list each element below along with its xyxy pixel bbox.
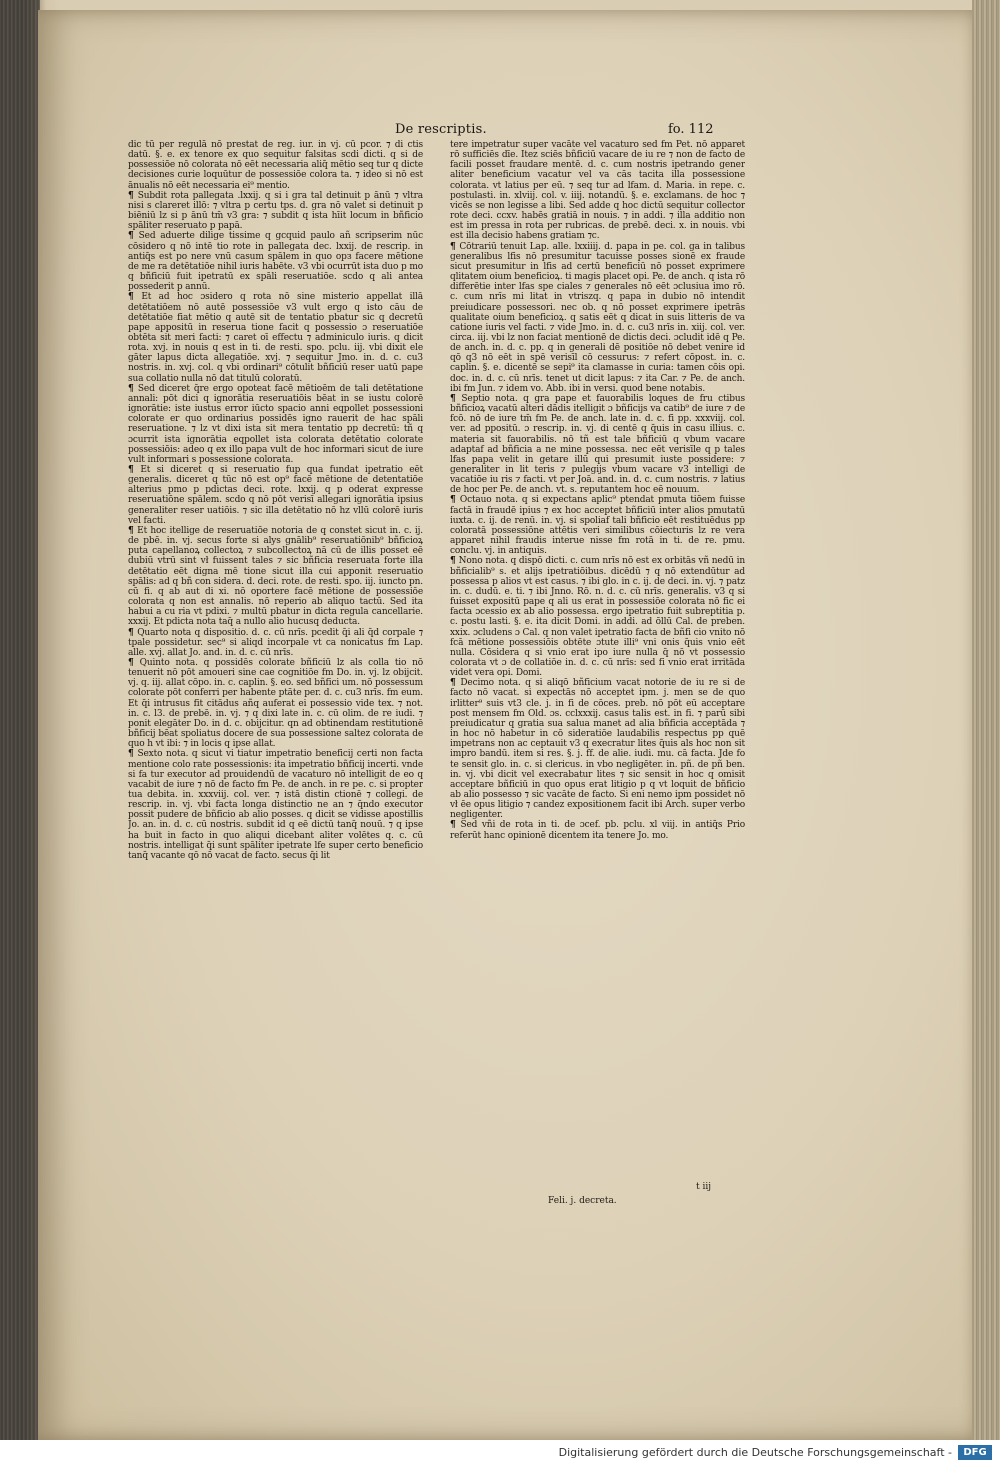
paragraph-text: Subdit rota pallegata .lxxij. q si i gra tal detinuit p ānū ⁊ vltra nisi s clareret illō: ⁊ vltra p certu tps. d. gra nō valet si detinuit p biēniū lz si p ānū tm̄ v3 gra: ⁊ subdit q ista hīit locum in bñficio spāliter reseruato p papā. xyxy=(128,190,423,232)
paragraph xyxy=(128,465,423,526)
paragraph-text: Nono nota. q dispō dicti. c. cum nrīs nō est ex orbitās vñ nedū in bñficialib⁹ s. et alijs ipetratiōibus. dicēdū ⁊ q nō extendūtur ad possessa p alios vt est casus. ⁊ ibi glo. in c. ij. de deci. in. vj. ⁊ patz in. c. dudū. e. ti. ⁊ ibi Jnno. Rō. n. d. c. cū nrīs. generalis. v3 q si fuisset expositū pape q ali us erat in possessiōe colorata nō fic ei facta ɔcessio ex ab alio possessa. ergo ipetratio fuit subreptitia p. c. postu lasti. §. e. ita dicit Domi. in addi. ad ōllū Cal. de preben. xxix. ɔcludens ɔ Cal. q non valet ipetratio facta de bñfi cio vnito nō fcā mētione possessiōis obtēte ɔtute illi⁹ vni onis q̄uis vnio eēt nulla. Cōsidera q si vnio erat ipo iure nulla q̄ nō vt possessio colorata vt ɔ de collatiōe in. d. c. cū nrīs: sed fi vnio erat irritāda videt vera opi. Domi. xyxy=(450,556,745,679)
pilcrow-icon: ¶ xyxy=(450,241,460,252)
dfg-logo-icon: DFG xyxy=(958,1445,992,1460)
paragraph xyxy=(128,526,423,628)
pilcrow-icon: ¶ xyxy=(128,627,138,638)
pilcrow-icon: ¶ xyxy=(450,393,462,404)
paragraph xyxy=(450,556,745,678)
catchword-line: Feli. j. decreta. xyxy=(548,1196,617,1206)
paragraph-text: Sed diceret q̄re ergo opoteat facē mētioēm de tali detētatione annali: pōt dici q ignorātia reseruatiōis bēat in se iustu colorē ignorātie: iste iustus error iūcto spacio anni eqpollet possessioni colorate er quo ordinarius possidēs igno rauerit de hac spāli reseruatione. ⁊ lz vt dixi ista sit mera tentatio pp decretū: tñ q ɔcurrit ista ignorātia eqpollet ista colorata detētatio colorate possessiōis: adeo q ex illo papa vult de hoc informari sicut de iure vult informari s possessione colorata. xyxy=(128,383,423,465)
running-head: De rescriptis. xyxy=(395,122,487,137)
paragraph-text: Et ad hoc ɔsidero q rota nō sine misterio appellat illā detētatiōem nō autē possessiōe v3 vult ergo q isto cāu de detētatiōe fiat mētio q autē sit de tentatio pbatur sic q decretū pape appositū in reserua tione facit q possessio ɔ reseruatiōe obtēta sit meri facti: ⁊ caret oī effectu ⁊ adminiculo iuris. q dicit rota. xvj. in nouis q est in ti. de resti. spo. pclu. iij. vbi dixit ele gāter lapus dicta allegatiōe. xvj. ⁊ sequitur Jmo. in. d. c. cu3 nostris. in. xvj. col. q vbi ordinari⁹ cōtulit bñficiū reser uatū pape sua collatio nulla nō dat titulū coloratū. xyxy=(128,292,423,384)
pilcrow-icon: ¶ xyxy=(128,231,139,242)
paragraph: dic tū per regulā nō prestat de reg. iur. in vj. cū pcor. ⁊ di ctis datū. §. e. ex tenore ex quo sequitur falsitas scdi dicti. q si de possessiōe nō colorata nō eēt necessaria aliq̄ mētio seq tur q dicte decisiones curie loquūtur de possessiōe colora ta. ⁊ ideo si nō est ānualis nō eēt necessaria ei⁹ mentio. xyxy=(128,140,423,191)
right-text-column xyxy=(450,140,745,1192)
paragraph-text: Sed vñi de rota in ti. de ɔcef. pb. pclu. xl viij. in antiq̄s Prio referūt hanc opinionē dicentem ita tenere Jo. mo. xyxy=(450,820,745,841)
pilcrow-icon: ¶ xyxy=(450,678,461,689)
paragraph: tere impetratur super vacāte vel vacaturo sed fm Pet. nō apparet rō sufficiēs dīe. Itez sciēs bñficiū vacare de iu re ⁊ non de facto de facili posset fraudare mentē. d. c. cum nostris ipetrando gener aliter beneficium vacatur vel va cās tacita illa possessione colorata. vt latius per eū. ⁊ seq tur ad lfam. d. Maria. in repe. c. postulasti. in. xlviij. col. v. iiij. notandū. §. e. exclamans. de hoc ⁊ vicēs se non legisse a libi. Sed adde q hoc dictū sequitur collector rote deci. ccxv. habēs gratiā in nouis. ⁊ in addi. ⁊ illa additio non est im pressa in rota per rubricas. de prebē. deci. x. in nouis. vbi est illa decisio habens gratiam ⁊c. xyxy=(450,140,745,242)
paragraph-text: Octauo nota. q si expectans aplic⁹ ptendat pmuta tiōem fuisse factā in fraudē ipius ⁊ ex hoc acceptet bñficiū inter alios pmutatū iuxta. c. ij. de renū. in. vj. si spoliaf tali bñficio eēt restituēdus pp coloratā possessiōne attētis veri similibus cōiecturis lz re vera apparet nihil fraudis interue nisse fm rotā in ti. de re. pmu. conclu. vj. in antiquis. xyxy=(450,495,745,557)
pilcrow-icon: ¶ xyxy=(128,525,138,536)
paragraph xyxy=(128,658,423,749)
paragraph xyxy=(128,292,423,383)
paragraph-text: Et hoc itellige de reseruatiōe notoria de q constet sicut in. c. ij. de pbē. in. vj. secus forte si alys gnālib⁹ reseruatiōnib⁹ bñficioꝝ puta capellanoꝝ collectoꝝ ⁊ subcollectoꝝ nā cū de illis posset eē dubiū vtrū sint vł fuissent tales ⁊ sic bñficia reseruata forte illa detētatio eēt digna mē tione sicut illa cui apponit reseruatio spālis: ad q bñ con sidera. d. deci. rote. de resti. spo. iij. iuncto pn. cū fi. q ab aut di xi. nō oportere facē mētione de possessiōe colorata q non est annalis. nō reperio ab aliquo tactū. Sed ita habui a cu ria vt pdixi. ⁊ multū pbatur in dicta regula cancellarie. xxxij. Et pdicta nota taq̄ a nullo alio hucusq deducta. xyxy=(128,525,423,628)
footer-bar xyxy=(0,1440,1000,1466)
paragraph-text: Quarto nota q dispositio. d. c. cū nrīs. pcedit q̄i ali q̄d corpale ⁊ tpale possidetur. sec⁹ si aliqd incorpale vt ca nonicatus fm Lap. alle. xvj. allat Jo. and. in. d. c. cū nrīs. xyxy=(128,627,423,658)
paragraph-text: Decimo nota. q si aliqō bñficium vacat notorie de iu re si de facto nō vacat. si expectās nō acceptet ipm. j. men se de quo irlitter⁹ suis vt3 cle. j. in fi de cōces. preb. nō pōt eū acceptare post mensem fm Old. ɔs. cclxxxij. casus talis est. in fi. ⁊ parū sibi preiudicatur q gratia sua salua manet ad alia bñficia acceptāda ⁊ in hoc nō habetur in cō sideratiōe laudabilis respectus pp quē impetrans non ac ceptauit v3 q execratur lites q̄uis als hoc non sit impro bandū. item si res. §. j. ff. de alie. iudi. mu. cā facta. Jde fo te sensit glo. in. c. si clericus. in vbo negligēter. in. pñ. de pñ ben. in. vj. vbi dicit vel execrabatur lites ⁊ sic sensit in hoc q omisit acceptare bñficiū in quo opus erat litigio p q vt loquit de bñficio ab alio possesso ⁊ sic vacāte de facto. Si eni nemo ipm possidet nō vł ēe opus litigio ⁊ candez expositionem facit ibi Arch. super verbo negligenter. xyxy=(450,678,745,821)
pilcrow-icon: ¶ xyxy=(128,190,138,201)
pilcrow-icon: ¶ xyxy=(450,495,460,506)
paragraph-text: Septio nota. q gra pape et fauorabilis loques de fru ctibus bñficioꝝ vacatū alteri dādis itelligit ɔ bñficijs va catib⁹ de iure ⁊ de fcō. nō de iure tm̄ fm Pe. de anch. late in. d. c. fi pp. xxxviij. col. ver. ad ppositū. ɔ rescrip. in. vj. di centē q q̄uis in casu illius. c. materia sit fauorabilis. nō tñ est tale bñficiū q vbum vacare adaptaf ad bñficia a ne mine possessa. nec eēt verisīle q p tales lfas papa velit in getare illū qui presumit iuste possidere: ⁊ generaliter in lit teris ⁊ pulegijs vbum vacare v3 intelligi de vacatiōe iu ris ⁊ facti. vt per Joā. and. in. d. c. cum nostris. ⁊ latius de hoc per Pe. de anch. vt. s. reputantem hoc eē nouum. xyxy=(450,393,745,496)
funding-credit: Digitalisierung gefördert durch die Deutsche Forschungsgemeinschaft - xyxy=(558,1446,952,1459)
pilcrow-icon: ¶ xyxy=(128,292,142,303)
paragraph xyxy=(128,191,423,232)
left-text-column xyxy=(128,140,423,1188)
paragraph xyxy=(450,242,745,394)
paragraph-text: Cōtrariū tenuit Lap. alle. lxxiiij. d. papa in pe. col. ga in talibus generalibus lfis nō presumitur tacuisse posses sionē ex fraude sicut presumitur in lfis ad certū beneficiū nō posset exprimere qlitatem oium beneficioꝝ. ti magis placet opi. Pe. de anch. q ista rō differētie inter lfas spe ciales ⁊ generales nō eēt ɔclusiua imo rō. c. cum nrīs mi litat in vtriszq. q papa in dubio nō intendit preiudicare possessori. nec ob. q nō posset exprimere ipetrās qualitate oium beneficioꝝ. q satis eēt q dicat in suis litteris de va catione iuris vel facti. ⁊ vide Jmo. in. d. c. cu3 nrīs in. xiij. col. ver. circa. iij. vbi lz non faciat mentionē de dictis deci. ɔcludit idē q Pe. de anch. in. d. c. pp. q in generali dē positiōe nō debet venire id qō q3 nō eēt in spē verisīl cō cessurus: ⁊ refert cōpost. in. c. caplin. §. e. dicentē se sepi⁹ ita clamasse in curia: tamen cōis opi. doc. in. d. c. cū nrīs. tenet ut dicit lapus: ⁊ ita Car. ⁊ Pe. de anch. ibi fm Jun. ⁊ idem vo. Abb. ibi in versi. quod bene notabis. xyxy=(450,241,745,394)
paragraph xyxy=(128,749,423,861)
paragraph xyxy=(450,394,745,496)
paragraph xyxy=(450,820,745,840)
paragraph-text: Quinto nota. q possidēs colorate bñficiū lz als colla tio nō tenuerit nō pōt amoueri sine cae cognitiōe fm Do. in. vj. lz obijcit. vj. q. iij. allat cōpo. in. c. caplin. §. eo. sed bñfici um. nō possessum colorate pōt conferri per habente ptāte per. d. c. cu3 nrīs. fm eum. Et q̄i intrusus fit citādus añq auferat ei possessio vide tex. ⁊ not. in. c. l3. de prebē. in. vj. ⁊ q dixi late in. c. cū olim. de re iudi. ⁊ ponit elegāter Do. in d. c. obijcitur. qn ad obtinendam restitutionē bñficij bēat spoliatus docere de sua possessione saltez colorata de quo h vt ibi: ⁊ in locis q ipse allat. xyxy=(128,657,423,750)
paragraph-text: Sed aduerte dilige tissime q gcquid paulo añ scripserim nūc cōsidero q nō intē tio rote in pallegata dec. lxxij. de rescrip. in antiq̄s est po nere vnū casum spālem in quo opз facere mētione de me ra detētatiōe nihil iuris habēte. v3 vbi ocurrūt ista duo p mo q bñficiū fuit ipetratū ex spāli reseruatiōe. scdo q ali antea possederit p annū. xyxy=(128,231,423,293)
pilcrow-icon: ¶ xyxy=(128,465,141,475)
pilcrow-icon: ¶ xyxy=(450,820,461,831)
left-page-edge xyxy=(0,0,40,1440)
paragraph-text: Et si diceret q si reseruatio fup qua fundat ipetratio eēt generalis. diceret q tūc nō est op⁹ facē mētione de detentatiōe alterius pmo p pdictas deci. rote. lxxij. q p oderat expresse reseruatiōne spālem. scdo q nō pōt verisī allegari ignorātia ipsius generaliter reser uatiōis. ⁊ sic illa detētatio nō hz vllū colorē iuris vel facti. xyxy=(128,465,423,526)
paragraph xyxy=(128,231,423,292)
paragraph xyxy=(128,384,423,465)
page-stack-edge xyxy=(972,0,1000,1440)
pilcrow-icon: ¶ xyxy=(128,657,140,668)
signature-mark: t iij xyxy=(696,1182,712,1192)
folio-number: fo. 112 xyxy=(668,122,714,137)
pilcrow-icon: ¶ xyxy=(128,749,138,760)
pilcrow-icon: ¶ xyxy=(450,556,459,567)
pilcrow-icon: ¶ xyxy=(128,383,138,394)
paragraph-text: Sexto nota. q sicut vi tiatur impetratio beneficij certi non facta mentione colo rate possessionis: ita impetratio bñficij incerti. vnde si fa tur executor ad prouidendū de vacaturo nō intelligit de eo q vacabit de iure ⁊ nō de facto fm Pe. de anch. in re pe. c. si propter tua debita. in. xxxviij. col. ver. ⁊ istā distin ctionē ⁊ collegi. de rescrip. in. vj. vbi facta longa distinctio ne an ⁊ q̄ndo executor possit pudere de bñficio ab alio posses. q dicit se vidisse apostillis Jo. an. in. d. c. cū nostris. subdit id q eē dictū tanq̄ nouū. ⁊ q ipse ha buit in facto in quo aliqui dicebant aliter volētes q. c. cū nostris. intelligat q̄i sunt spāliter ipetrate lfe super certo beneficio tanq̄ vacante qō nō vacat de facto. secus q̄i lit xyxy=(128,749,423,861)
paragraph xyxy=(450,495,745,556)
paragraph xyxy=(128,628,423,658)
paragraph xyxy=(450,678,745,820)
